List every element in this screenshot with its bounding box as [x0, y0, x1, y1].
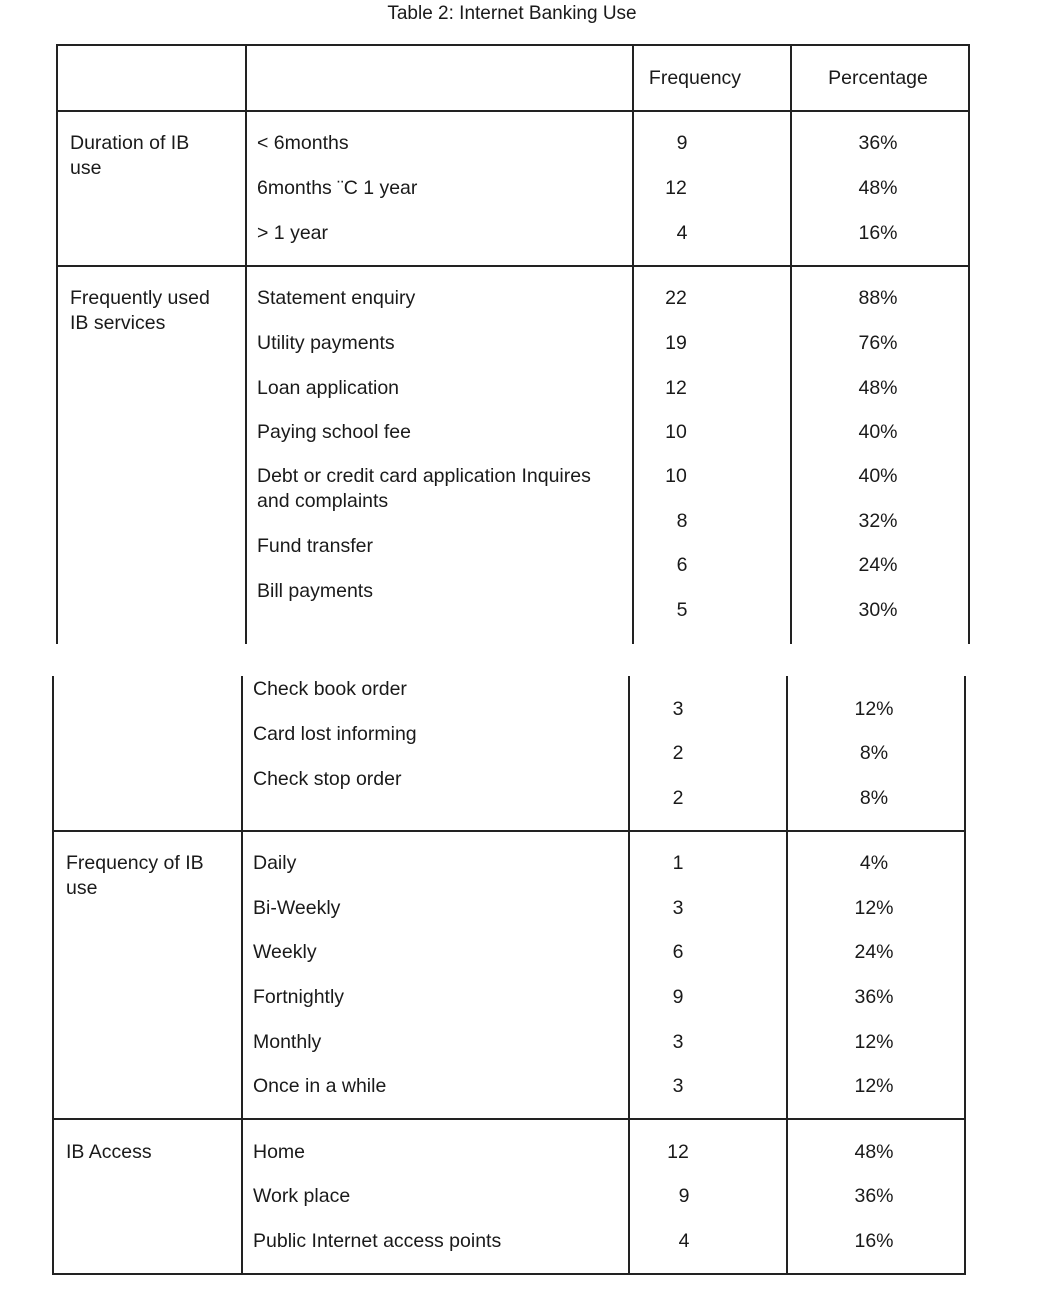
percentage-cell: 16%: [858, 222, 898, 244]
percentage-cell: 36%: [854, 986, 894, 1008]
list-item: Public Internet access points: [253, 1230, 502, 1252]
list-item: Bill payments: [257, 580, 373, 602]
frequency-cell: 9: [678, 1185, 690, 1207]
frequency-cell: 19: [665, 332, 687, 354]
list-item: 6months ¨C 1 year: [257, 177, 418, 199]
frequency-cell: 6: [672, 941, 684, 963]
category-access: IB Access: [66, 1141, 152, 1163]
frequency-cell: 6: [676, 554, 688, 576]
percentage-cell: 12%: [854, 897, 894, 919]
frequency-cell: 3: [672, 698, 684, 720]
frequency-cell: 9: [672, 986, 684, 1008]
list-item: Work place: [253, 1185, 351, 1207]
header-percentage: Percentage: [828, 67, 928, 89]
list-item: > 1 year: [257, 222, 329, 244]
percentage-cell: 88%: [858, 287, 898, 309]
percentage-cell: 12%: [854, 1075, 894, 1097]
frequency-cell: 10: [665, 421, 687, 443]
percentage-cell: 48%: [858, 177, 898, 199]
header-frequency: Frequency: [648, 67, 742, 89]
frequency-cell: 4: [678, 1230, 690, 1252]
frequency-cell: 2: [672, 742, 684, 764]
percentage-cell: 40%: [858, 465, 898, 487]
frequency-cell: 8: [676, 510, 688, 532]
list-item: Loan application: [257, 377, 400, 399]
percentage-cell: 32%: [858, 510, 898, 532]
frequency-cell: 3: [672, 1031, 684, 1053]
list-item: Weekly: [253, 941, 317, 963]
percentage-cell: 12%: [854, 1031, 894, 1053]
frequency-cell: 3: [672, 897, 684, 919]
list-item: Paying school fee: [257, 421, 411, 443]
percentage-cell: 76%: [858, 332, 898, 354]
frequency-cell: 12: [665, 377, 687, 399]
percentage-cell: 36%: [858, 132, 898, 154]
percentage-cell: 12%: [854, 698, 894, 720]
list-item: Once in a while: [253, 1075, 387, 1097]
list-item: Bi-Weekly: [253, 897, 341, 919]
percentage-cell: 40%: [858, 421, 898, 443]
frequency-cell: 4: [676, 222, 688, 244]
list-item: < 6months: [257, 132, 349, 154]
list-item: Utility payments: [257, 332, 395, 354]
percentage-cell: 30%: [858, 599, 898, 621]
list-item: Fortnightly: [253, 986, 345, 1008]
list-item: Home: [253, 1141, 306, 1163]
percentage-cell: 48%: [858, 377, 898, 399]
category-duration: Duration of IB use: [70, 132, 190, 179]
percentage-cell: 24%: [858, 554, 898, 576]
list-item: Daily: [253, 852, 297, 874]
list-item: Monthly: [253, 1031, 322, 1053]
frequency-cell: 5: [676, 599, 688, 621]
category-frequency: Frequency of IB use: [66, 852, 204, 899]
list-item: Check stop order: [253, 768, 402, 790]
percentage-cell: 24%: [854, 941, 894, 963]
list-item: Debt or credit card application Inquires and complaints: [257, 465, 591, 512]
percentage-cell: 8%: [859, 742, 889, 764]
list-item: Card lost informing: [253, 723, 417, 745]
table-title: Table 2: Internet Banking Use: [387, 3, 637, 24]
list-item: Statement enquiry: [257, 287, 416, 309]
percentage-cell: 4%: [859, 852, 889, 874]
frequency-cell: 9: [676, 132, 688, 154]
frequency-cell: 12: [665, 177, 687, 199]
percentage-cell: 48%: [854, 1141, 894, 1163]
category-services: Frequently used IB services: [70, 287, 210, 334]
list-item: Check book order: [253, 678, 407, 700]
frequency-cell: 12: [667, 1141, 689, 1163]
frequency-cell: 1: [672, 852, 684, 874]
frequency-cell: 10: [665, 465, 687, 487]
frequency-cell: 2: [672, 787, 684, 809]
frequency-cell: 3: [672, 1075, 684, 1097]
percentage-cell: 16%: [854, 1230, 894, 1252]
percentage-cell: 8%: [859, 787, 889, 809]
list-item: Fund transfer: [257, 535, 373, 557]
frequency-cell: 22: [665, 287, 687, 309]
percentage-cell: 36%: [854, 1185, 894, 1207]
